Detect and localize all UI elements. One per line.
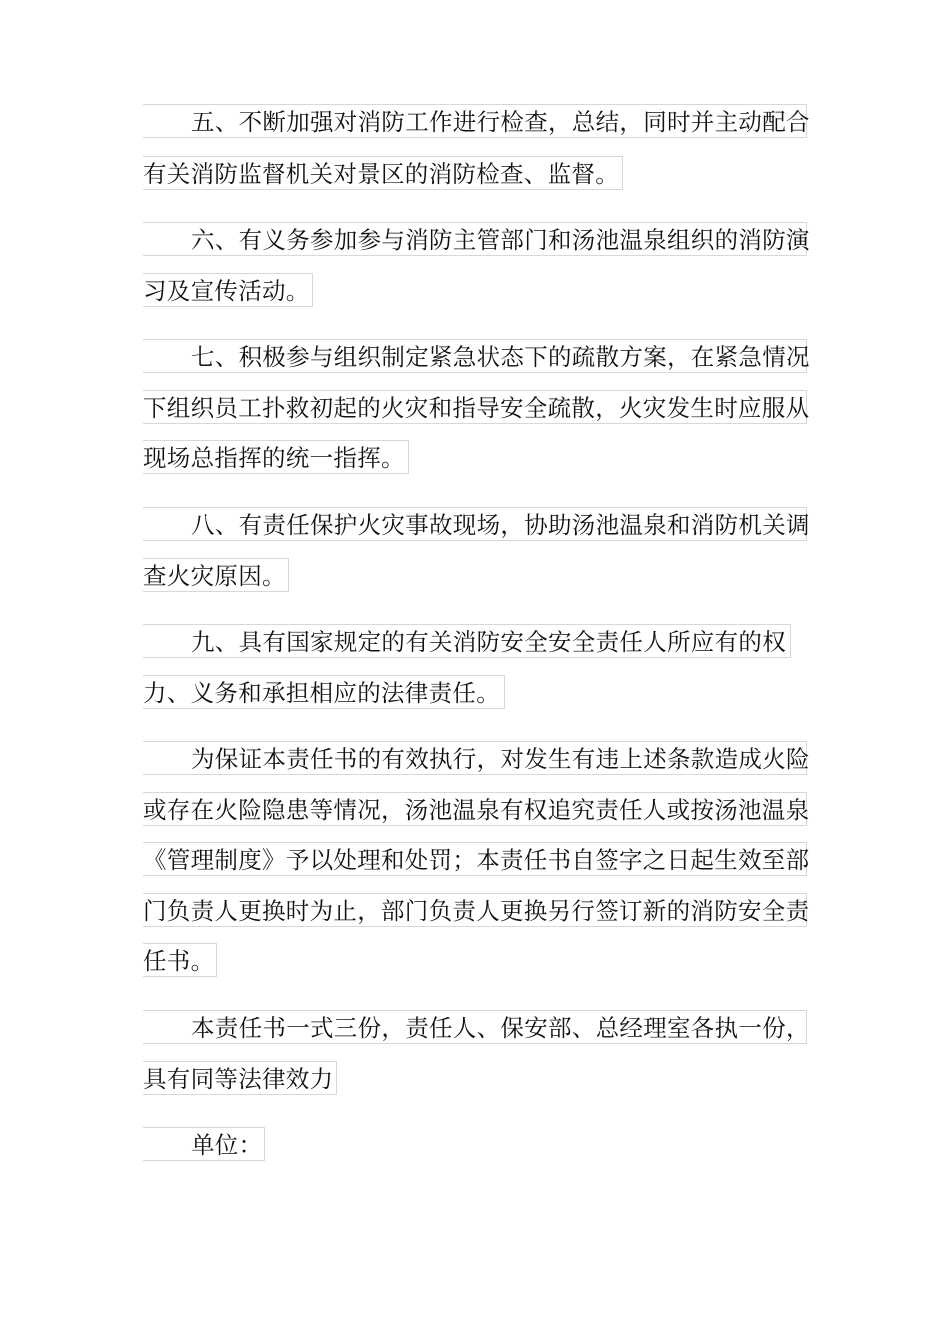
paragraph-enforcement-line-4: 门负责人更换时为止，部门负责人更换另行签订新的消防安全责 xyxy=(143,893,807,927)
paragraph-enforcement-line-5: 任书。 xyxy=(143,943,217,977)
paragraph-7-line-1: 七、积极参与组织制定紧急状态下的疏散方案，在紧急情况 xyxy=(143,339,807,373)
paragraph-copies-line-2: 具有同等法律效力 xyxy=(143,1061,337,1095)
paragraph-enforcement-line-2: 或存在火险隐患等情况，汤池温泉有权追究责任人或按汤池温泉 xyxy=(143,792,807,826)
paragraph-5-line-2: 有关消防监督机关对景区的消防检查、监督。 xyxy=(143,156,623,190)
paragraph-9-line-2: 力、义务和承担相应的法律责任。 xyxy=(143,675,505,709)
paragraph-enforcement-line-1: 为保证本责任书的有效执行，对发生有违上述条款造成火险 xyxy=(143,741,807,775)
paragraph-9-line-1: 九、具有国家规定的有关消防安全安全责任人所应有的权 xyxy=(143,624,791,658)
paragraph-5-line-1: 五、不断加强对消防工作进行检查，总结，同时并主动配合 xyxy=(143,104,807,138)
paragraph-7-line-3: 现场总指挥的统一指挥。 xyxy=(143,440,409,474)
paragraph-8-line-2: 查火灾原因。 xyxy=(143,558,289,592)
paragraph-7-line-2: 下组织员工扑救初起的火灾和指导安全疏散，火灾发生时应服从 xyxy=(143,390,807,424)
paragraph-6-line-1: 六、有义务参加参与消防主管部门和汤池温泉组织的消防演 xyxy=(143,222,807,256)
paragraph-8-line-1: 八、有责任保护火灾事故现场，协助汤池温泉和消防机关调 xyxy=(143,507,807,541)
paragraph-copies-line-1: 本责任书一式三份，责任人、保安部、总经理室各执一份， xyxy=(143,1010,807,1044)
unit-label: 单位： xyxy=(143,1127,265,1161)
paragraph-6-line-2: 习及宣传活动。 xyxy=(143,273,313,307)
paragraph-enforcement-line-3: 《管理制度》予以处理和处罚；本责任书自签字之日起生效至部 xyxy=(143,842,807,876)
